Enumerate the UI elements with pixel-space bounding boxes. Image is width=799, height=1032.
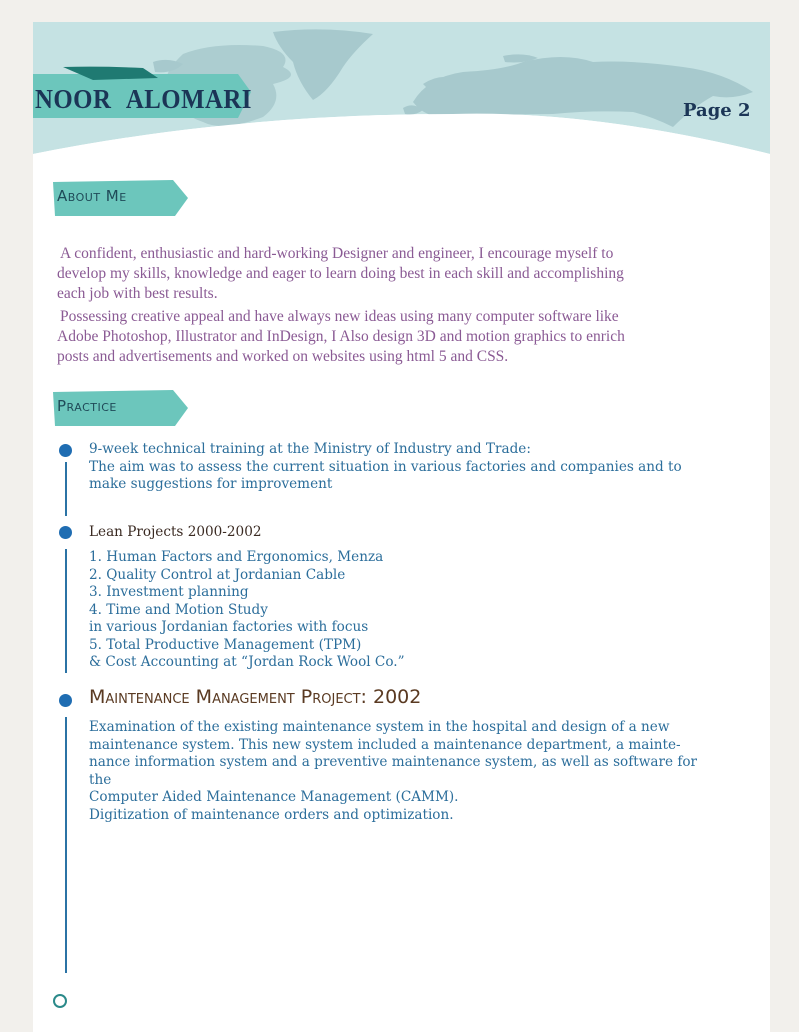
entry-line: make suggestions for improvement: [89, 476, 333, 492]
entry-line: 2. Quality Control at Jordanian Cable: [89, 566, 346, 583]
practice-entry-title-maintenance: Maintenance Management Project: 2002: [89, 686, 422, 708]
entry-line: 5. Total Productive Management (TPM): [89, 636, 362, 653]
practice-entry-lean: [89, 549, 689, 672]
entry-line: & Cost Accounting at “Jordan Rock Wool Co.”: [89, 654, 405, 670]
entry-line: 1. Human Factors and Ergonomics, Menza: [89, 549, 384, 565]
bullet-icon: [59, 444, 72, 457]
entry-line: 9-week technical training at the Ministry of Industry and Trade:: [89, 441, 531, 457]
entry-line: maintenance system. This new system included a maintenance department, a mainte-: [89, 736, 681, 753]
entry-line: in various Jordanian factories with focus: [89, 619, 369, 635]
practice-entry-title-lean: Lean Projects 2000-2002: [89, 524, 262, 540]
about-line: develop my skills, knowledge and eager to learn doing best in each skill and accomplishing: [57, 265, 624, 282]
timeline-line: [65, 549, 67, 673]
section-heading-practice: Practice: [57, 397, 117, 415]
entry-line: 4. Time and Motion Study: [89, 601, 268, 618]
entry-line: Digitization of maintenance orders and optimization.: [89, 806, 454, 823]
circle-outline-icon: [53, 994, 67, 1008]
page-number-label: Page 2: [683, 100, 751, 121]
about-line: Possessing creative appeal and have always new ideas using many computer software like: [60, 308, 619, 325]
header-banner: [33, 22, 770, 162]
entry-line: The aim was to assess the current situation in various factories and companies and to: [89, 458, 682, 475]
resume-owner-name: NOOR ALOMARI: [35, 84, 252, 114]
section-tag-practice: [53, 390, 188, 426]
about-paragraph-2: [57, 307, 717, 367]
bullet-icon: [59, 694, 72, 707]
section-heading-about-me: About Me: [57, 187, 127, 205]
about-line: A confident, enthusiastic and hard-working Designer and engineer, I encourage myself to: [60, 245, 614, 262]
entry-line: Computer Aided Maintenance Management (CAMM).: [89, 789, 459, 805]
about-line: posts and advertisements and worked on websites using html 5 and CSS.: [57, 348, 509, 365]
resume-page: [33, 22, 770, 1032]
practice-entry-maintenance: [89, 719, 698, 824]
entry-line: the: [89, 771, 112, 788]
timeline-line: [65, 462, 67, 516]
timeline-line: [65, 717, 67, 973]
bullet-icon: [59, 526, 72, 539]
entry-line: nance information system and a preventive maintenance system, as well as software for: [89, 754, 698, 770]
about-me-text: [57, 244, 717, 370]
about-line: each job with best results.: [57, 285, 218, 302]
entry-line: Examination of the existing maintenance system in the hospital and design of a new: [89, 719, 670, 735]
about-paragraph-1: [57, 244, 717, 304]
section-tag-about-me: [53, 180, 188, 216]
practice-entry-ministry: [89, 441, 689, 494]
entry-line: 3. Investment planning: [89, 584, 249, 600]
about-line: Adobe Photoshop, Illustrator and InDesign, I Also design 3D and motion graphics to enrich: [57, 328, 625, 345]
